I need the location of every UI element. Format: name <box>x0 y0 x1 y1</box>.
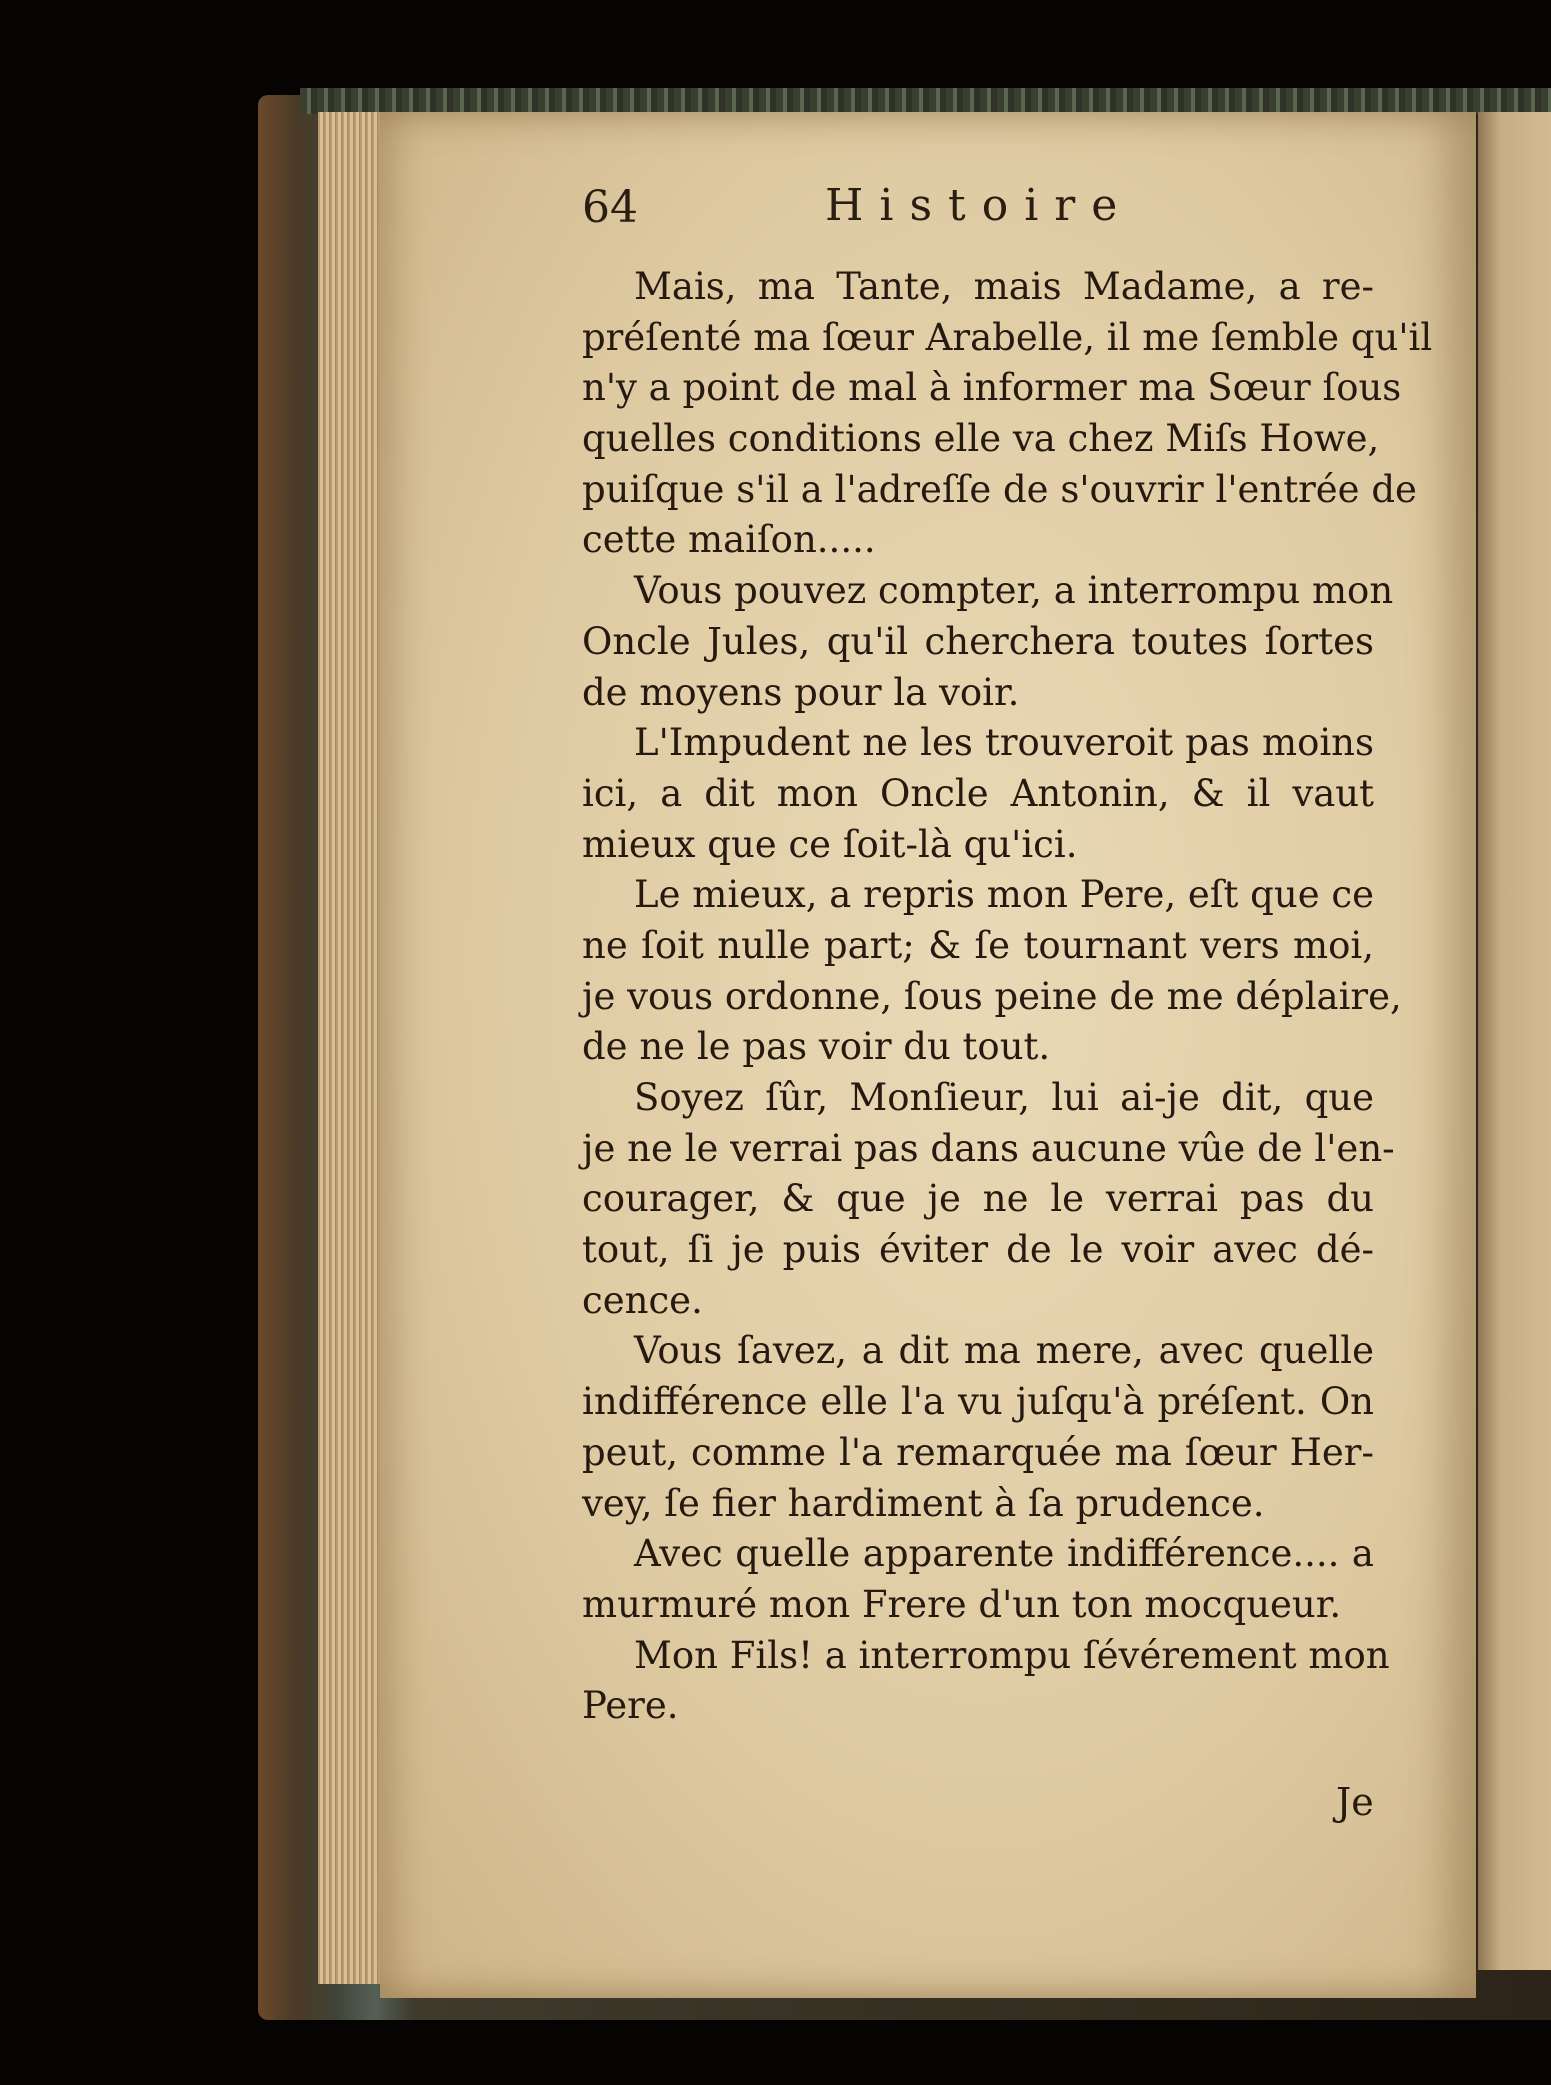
text-line: mieux que ce ſoit-là qu'ici. <box>582 822 1078 866</box>
text-line: de ne le pas voir du tout. <box>582 1025 1051 1069</box>
text-line: puiſque s'il a l'adreſſe de s'ouvrir l'entrée de <box>582 467 1417 511</box>
text-line: tout, ſi je puis éviter de le voir avec dé- <box>582 1228 1374 1272</box>
text-line: quelles conditions elle va chez Miſs Howe, <box>582 417 1380 461</box>
text-line: je ne le verrai pas dans aucune vûe de l'en- <box>582 1126 1395 1170</box>
text-line: Mon Fils! a interrompu ſévérement mon <box>634 1633 1390 1677</box>
text-line: vey, ſe fier hardiment à ſa prudence. <box>582 1481 1265 1525</box>
text-line: n'y a point de mal à informer ma Sœur ſous <box>582 366 1402 410</box>
text-line: ne ſoit nulle part; & ſe tournant vers moi, <box>582 923 1374 967</box>
text-line: je vous ordonne, ſous peine de me déplaire, <box>582 974 1402 1018</box>
body-text <box>582 262 1433 1732</box>
text-line: indifférence elle l'a vu juſqu'à préſent. On <box>582 1380 1374 1424</box>
page-number: 64 <box>582 182 638 233</box>
text-line: Soyez ſûr, Monſieur, lui ai-je dit, que <box>634 1076 1374 1119</box>
text-line: Avec quelle apparente indifférence.... a <box>634 1532 1374 1576</box>
text-line: Oncle Jules, qu'il cherchera toutes ſortes <box>582 619 1374 663</box>
facing-page <box>1478 112 1551 1970</box>
text-line: cence. <box>582 1278 703 1322</box>
running-head: Histoire <box>825 180 1134 231</box>
text-line: ici, a dit mon Oncle Antonin, & il vaut <box>582 771 1374 815</box>
text-line: de moyens pour la voir. <box>582 670 1020 714</box>
text-line: peut, comme l'a remarquée ma ſœur Her- <box>582 1430 1374 1474</box>
catchword: Je <box>1336 1780 1374 1824</box>
text-line: Vous ſavez, a dit ma mere, avec quelle <box>634 1329 1374 1373</box>
text-line: préſenté ma ſœur Arabelle, il me ſemble qu'il <box>582 315 1433 359</box>
text-line: cette maiſon..... <box>582 518 876 562</box>
text-line: murmuré mon Frere d'un ton mocqueur. <box>582 1582 1342 1626</box>
text-line: courager, & que je ne le verrai pas du <box>582 1177 1374 1221</box>
text-line: Le mieux, a repris mon Pere, eſt que ce <box>634 873 1374 917</box>
text-line: Mais, ma Tante, mais Madame, a re- <box>634 265 1374 308</box>
book-top-edge <box>300 88 1551 114</box>
text-line: Vous pouvez compter, a interrompu mon <box>634 569 1394 613</box>
text-line: L'Impudent ne les trouveroit pas moins <box>634 721 1374 765</box>
text-line: Pere. <box>582 1684 679 1728</box>
